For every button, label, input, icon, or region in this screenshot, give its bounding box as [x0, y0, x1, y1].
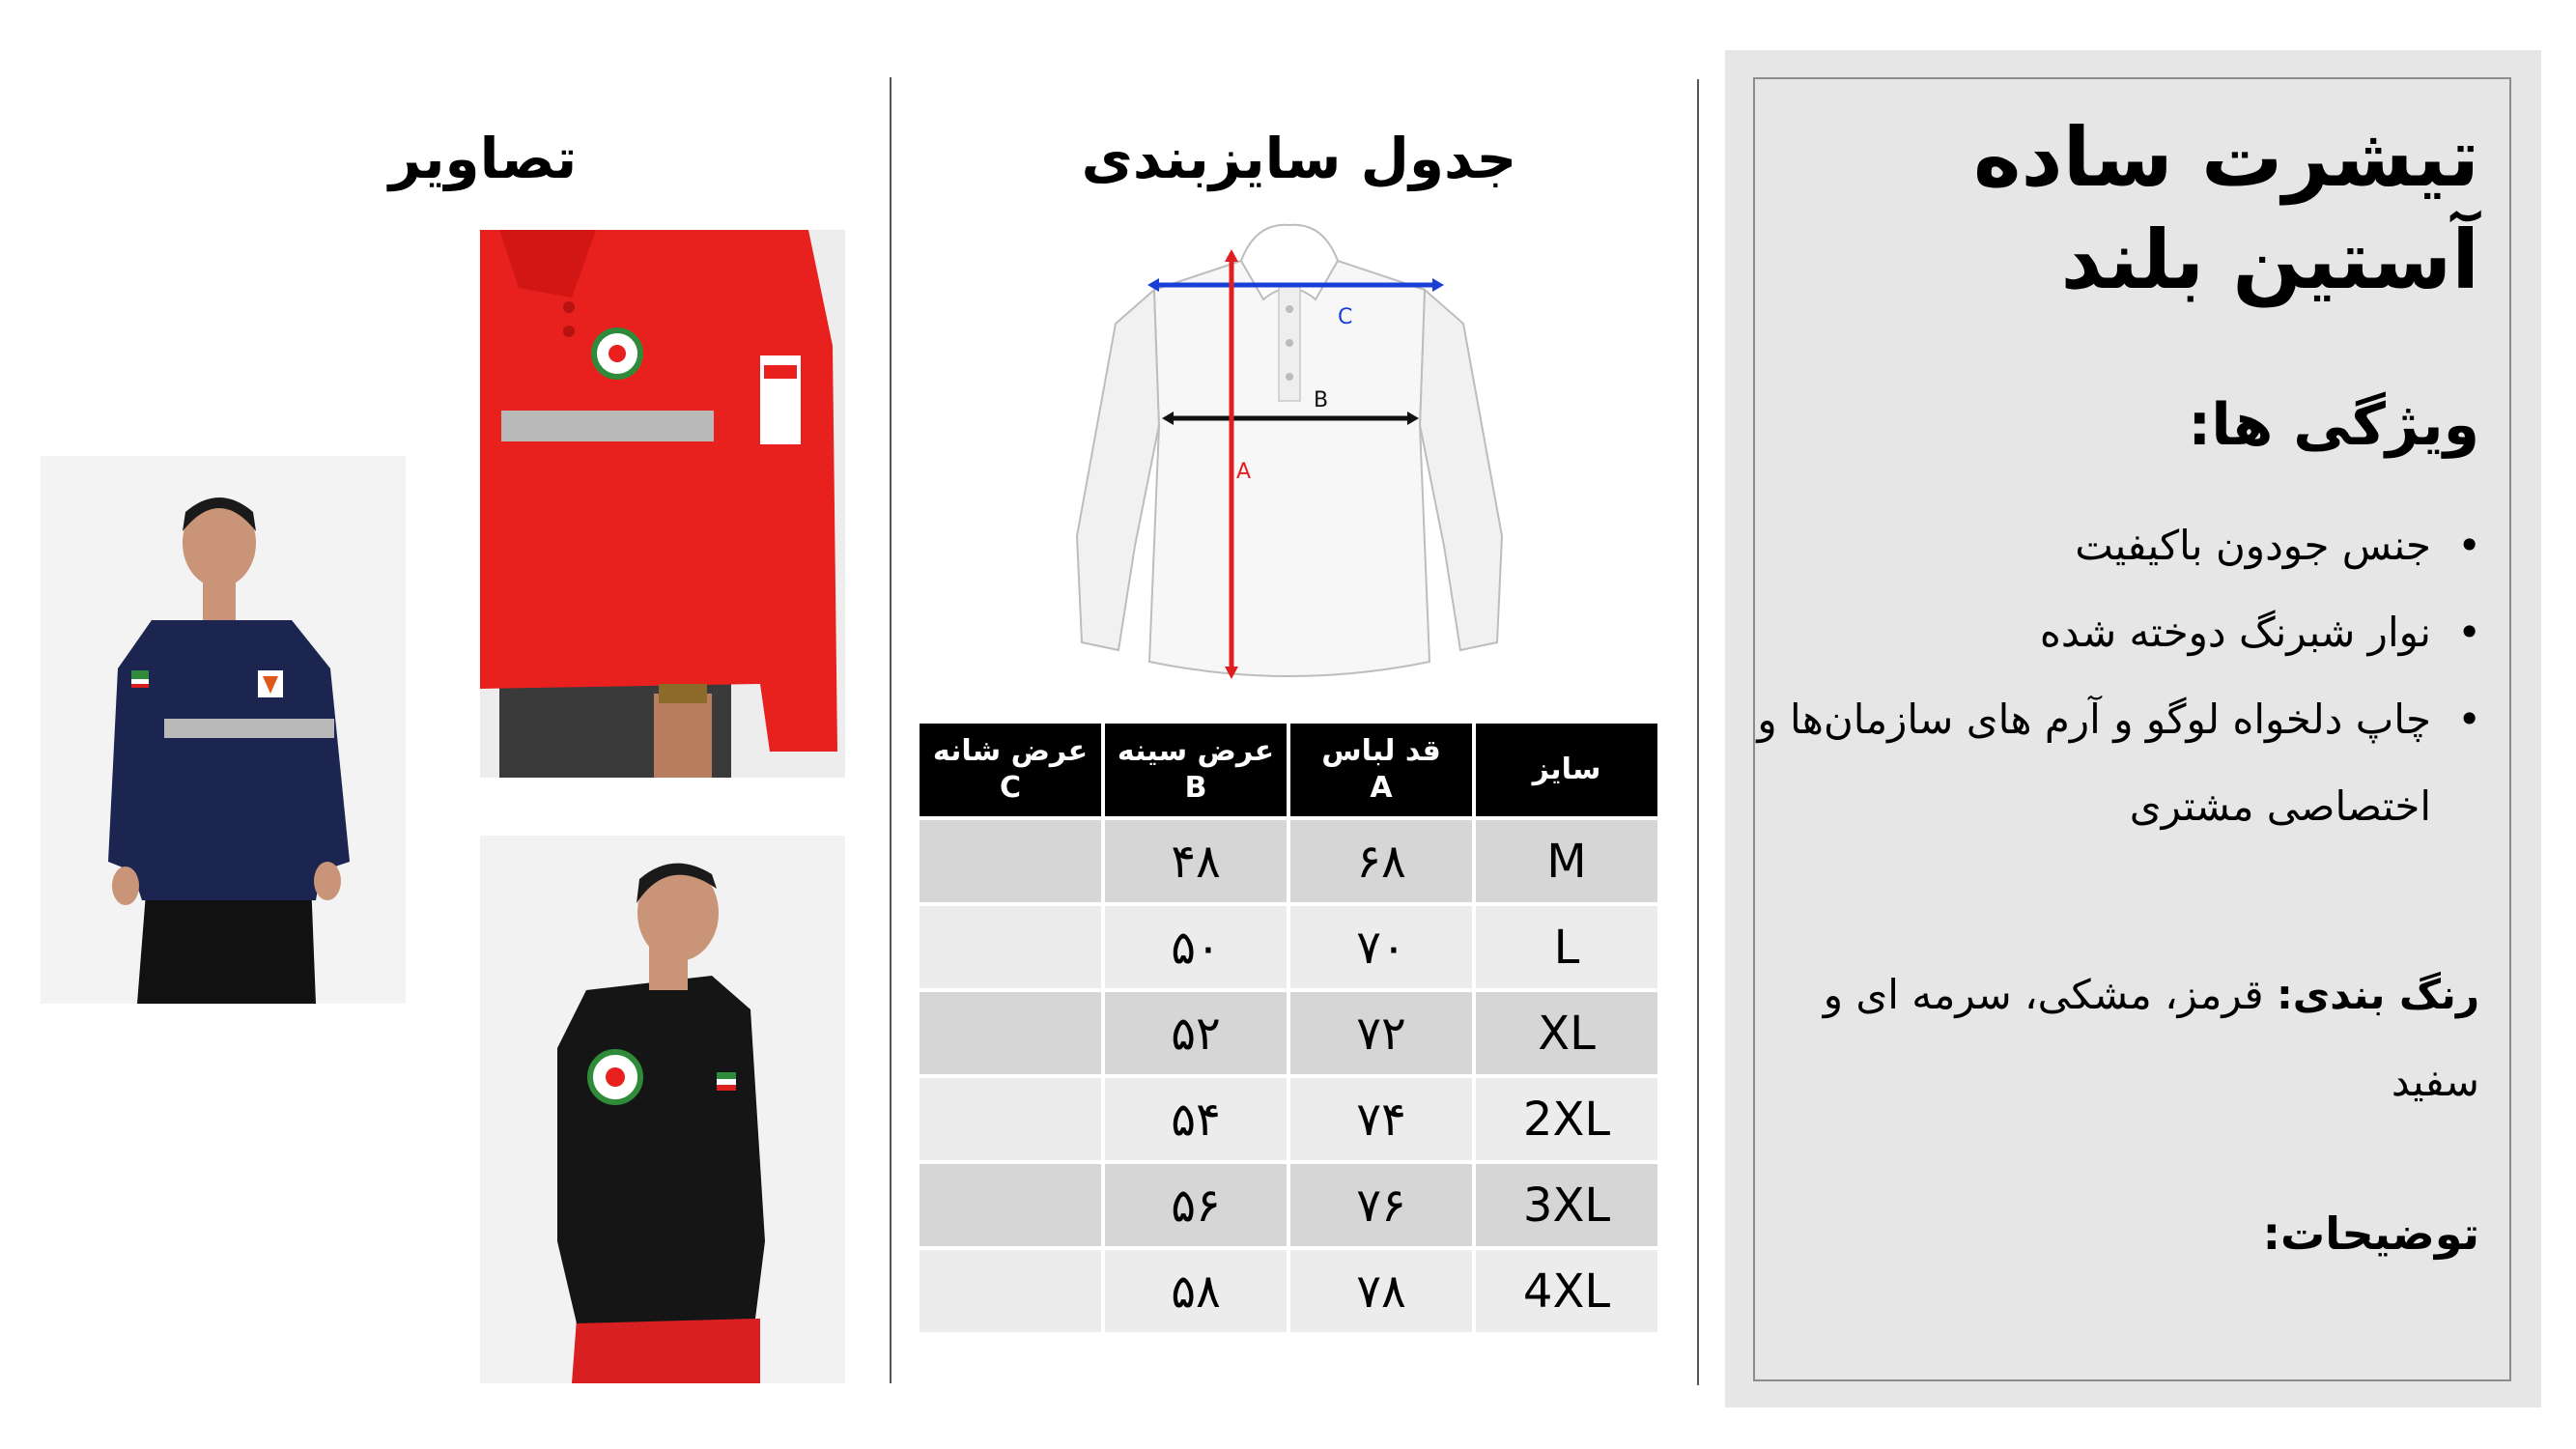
table-row	[920, 1164, 1657, 1246]
cell-shoulder	[920, 1164, 1101, 1246]
notes-heading: توضیحات:	[2262, 1208, 2479, 1260]
cell-length: ۷۸	[1290, 1250, 1472, 1332]
shirt-measurement-diagram	[1062, 217, 1516, 700]
feature-item: • چاپ دلخواه لوگو و آرم های سازمان‌ها و اختصاصی مشتری	[1736, 676, 2431, 850]
table-row	[920, 906, 1657, 988]
header-length	[1290, 724, 1472, 816]
cell-size: 2XL	[1476, 1078, 1657, 1160]
measure-b-label: B	[1314, 388, 1329, 412]
measure-c-label: C	[1338, 305, 1353, 329]
table-row	[920, 820, 1657, 902]
header-shoulder-title: عرض شانه	[932, 734, 1089, 768]
header-chest-title: عرض سینه	[1117, 734, 1275, 768]
header-shoulder	[920, 724, 1101, 816]
cell-size: M	[1476, 820, 1657, 902]
cell-shoulder	[920, 906, 1101, 988]
colors-label: رنگ بندی:	[2276, 971, 2479, 1018]
cell-chest: ۵۶	[1105, 1164, 1287, 1246]
cell-length: ۷۰	[1290, 906, 1472, 988]
red-shirt-figure	[480, 230, 845, 778]
size-table	[916, 720, 1661, 1336]
images-heading: تصاویر	[388, 126, 578, 191]
features-heading: ویژگی ها:	[2188, 391, 2479, 459]
header-chest	[1105, 724, 1287, 816]
divider-right	[1697, 79, 1699, 1385]
cell-shoulder	[920, 992, 1101, 1074]
cell-chest: ۴۸	[1105, 820, 1287, 902]
divider-left	[890, 77, 892, 1383]
header-shoulder-code: C	[999, 771, 1022, 805]
features-list	[1736, 502, 2431, 850]
cell-chest: ۵۸	[1105, 1250, 1287, 1332]
cell-shoulder	[920, 1078, 1101, 1160]
black-shirt-figure	[480, 836, 845, 1383]
cell-size: 3XL	[1476, 1164, 1657, 1246]
cell-length: ۶۸	[1290, 820, 1472, 902]
photo-black-shirt	[480, 836, 845, 1383]
colors-value: قرمز، مشکی، سرمه ای و سفید	[1823, 971, 2479, 1105]
photo-red-shirt	[480, 230, 845, 778]
product-title-line2: آستین بلند	[2060, 213, 2479, 307]
cell-length: ۷۲	[1290, 992, 1472, 1074]
measure-a-label: A	[1236, 460, 1252, 484]
feature-item: • نوار شبرنگ دوخته شده	[1736, 589, 2431, 676]
navy-shirt-figure	[41, 456, 406, 1004]
cell-size: L	[1476, 906, 1657, 988]
table-row	[920, 1078, 1657, 1160]
cell-chest: ۵۰	[1105, 906, 1287, 988]
photo-navy-shirt	[41, 456, 406, 1004]
cell-shoulder	[920, 820, 1101, 902]
cell-chest: ۵۲	[1105, 992, 1287, 1074]
table-row	[920, 1250, 1657, 1332]
product-title	[1803, 106, 2479, 311]
feature-item: • جنس جودون باکیفیت	[1736, 502, 2431, 589]
header-length-title: قد لباس	[1321, 734, 1441, 768]
cell-size: XL	[1476, 992, 1657, 1074]
cell-length: ۷۴	[1290, 1078, 1472, 1160]
header-size	[1476, 724, 1657, 816]
cell-length: ۷۶	[1290, 1164, 1472, 1246]
header-size-title: سایز	[1532, 753, 1601, 786]
cell-shoulder	[920, 1250, 1101, 1332]
cell-chest: ۵۴	[1105, 1078, 1287, 1160]
cell-size: 4XL	[1476, 1250, 1657, 1332]
header-chest-code: B	[1184, 771, 1207, 805]
size-table-header	[920, 724, 1657, 816]
header-length-code: A	[1370, 771, 1393, 805]
colors-text	[1726, 952, 2479, 1125]
size-chart-heading: جدول سایزبندی	[1081, 126, 1517, 191]
table-row	[920, 992, 1657, 1074]
product-title-line1: تیشرت ساده	[1972, 110, 2479, 205]
